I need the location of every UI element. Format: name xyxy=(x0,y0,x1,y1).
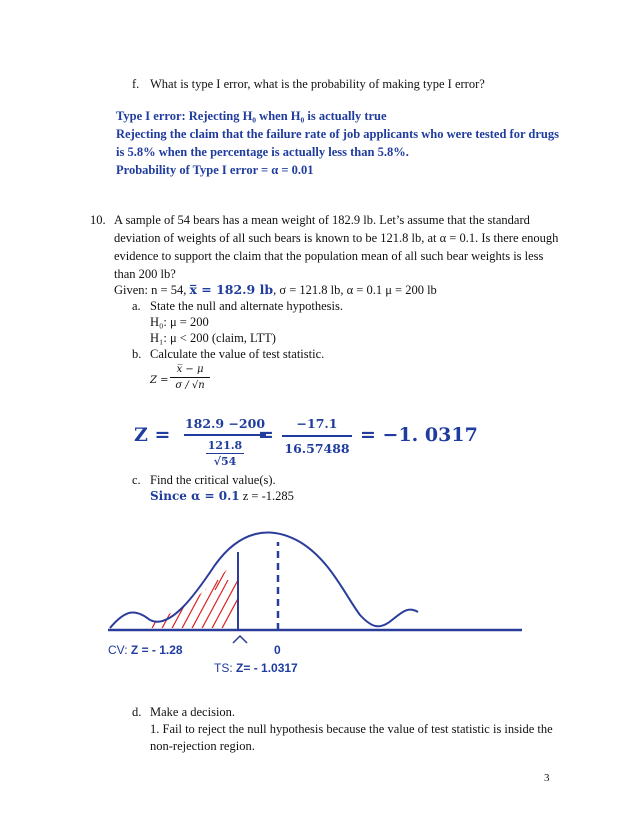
q10-number: 10. xyxy=(90,213,106,227)
page-number: 3 xyxy=(544,772,550,784)
q10-line2: deviation of weights of all such bears is known to be 121.8 lb, at α = 0.1. Is there enough xyxy=(114,231,559,245)
part-f-marker: f. xyxy=(132,77,140,91)
big-eq-result: = −1. 0317 xyxy=(360,424,478,446)
big-eq-fraction1 xyxy=(184,416,266,468)
cv-value: Z = - 1.28 xyxy=(130,643,183,657)
cv-prefix: CV: xyxy=(108,643,131,657)
given-prefix: Given: n = 54, xyxy=(114,283,190,297)
null-hypothesis: H₀: μ = 200 xyxy=(150,315,209,329)
type1-probability: Probability of Type I error = α = 0.01 xyxy=(116,163,314,177)
given-rest: , σ = 121.8 lb, α = 0.1 μ = 200 lb xyxy=(273,283,437,297)
formula-bar xyxy=(170,377,210,378)
big-eq-inner-bar xyxy=(206,453,244,454)
ts-label xyxy=(214,660,298,676)
big-eq-z: Z = xyxy=(134,424,171,446)
big-eq-equals1: = xyxy=(258,424,274,446)
part-b-marker: b. xyxy=(132,347,142,361)
formula-fraction xyxy=(170,364,210,391)
decision-line1: 1. Fail to reject the null hypothesis because the value of test statistic is inside the xyxy=(150,722,553,736)
formula-lhs: Z = xyxy=(150,375,169,386)
formula-denominator: σ / √n xyxy=(175,380,205,391)
alt-hypothesis: H₁: μ < 200 (claim, LTT) xyxy=(150,331,276,345)
part-b-text: Calculate the value of test statistic. xyxy=(150,347,325,361)
given-line xyxy=(114,282,437,298)
big-eq-bar1 xyxy=(184,434,266,436)
big-eq-den1-den: √54 xyxy=(213,454,237,468)
decision-line2: non-rejection region. xyxy=(150,739,255,753)
type1-claim-line1: Rejecting the claim that the failure rate of job applicants who were tested for drugs xyxy=(116,127,559,141)
big-eq-fraction2 xyxy=(282,416,352,456)
big-eq-den2: 16.57488 xyxy=(284,440,350,456)
critical-z: z = -1.285 xyxy=(239,489,294,503)
q10-line3: evidence to support the claim that the population mean of all such bear weights is less xyxy=(114,249,544,263)
part-a-text: State the null and alternate hypothesis. xyxy=(150,299,344,313)
part-f-question: What is type I error, what is the probability of making type I error? xyxy=(150,77,485,91)
ts-value: Z= - 1.0317 xyxy=(236,661,298,675)
big-eq-num2: −17.1 xyxy=(296,416,338,431)
q10-line1: A sample of 54 bears has a mean weight of 182.9 lb. Let’s assume that the standard xyxy=(114,213,530,227)
part-a-marker: a. xyxy=(132,299,141,313)
zero-label: 0 xyxy=(274,643,281,657)
normal-curve xyxy=(110,533,418,628)
q10-line4: than 200 lb? xyxy=(114,267,176,281)
type1-definition: Type I error: Rejecting H₀ when H₀ is actually true xyxy=(116,109,387,123)
given-xbar: x̅ = 182.9 lb xyxy=(189,282,274,297)
formula-numerator: x̅ − μ xyxy=(176,364,204,375)
big-eq-den1-num: 121.8 xyxy=(207,438,243,452)
part-d-marker: d. xyxy=(132,705,142,719)
part-d-text: Make a decision. xyxy=(150,705,236,719)
normal-curve-graph xyxy=(0,520,638,720)
since-alpha: Since α = 0.1 xyxy=(150,489,240,503)
big-eq-num1: 182.9 −200 xyxy=(184,416,266,431)
type1-claim-line2: is 5.8% when the percentage is actually less than 5.8%. xyxy=(116,145,409,159)
big-eq-bar2 xyxy=(282,435,352,437)
critical-value-line xyxy=(150,488,294,504)
cv-label xyxy=(108,642,183,658)
part-c-text: Find the critical value(s). xyxy=(150,473,276,487)
test-statistic-arrow xyxy=(233,636,247,643)
ts-prefix: TS: xyxy=(214,661,237,675)
part-c-marker: c. xyxy=(132,473,141,487)
